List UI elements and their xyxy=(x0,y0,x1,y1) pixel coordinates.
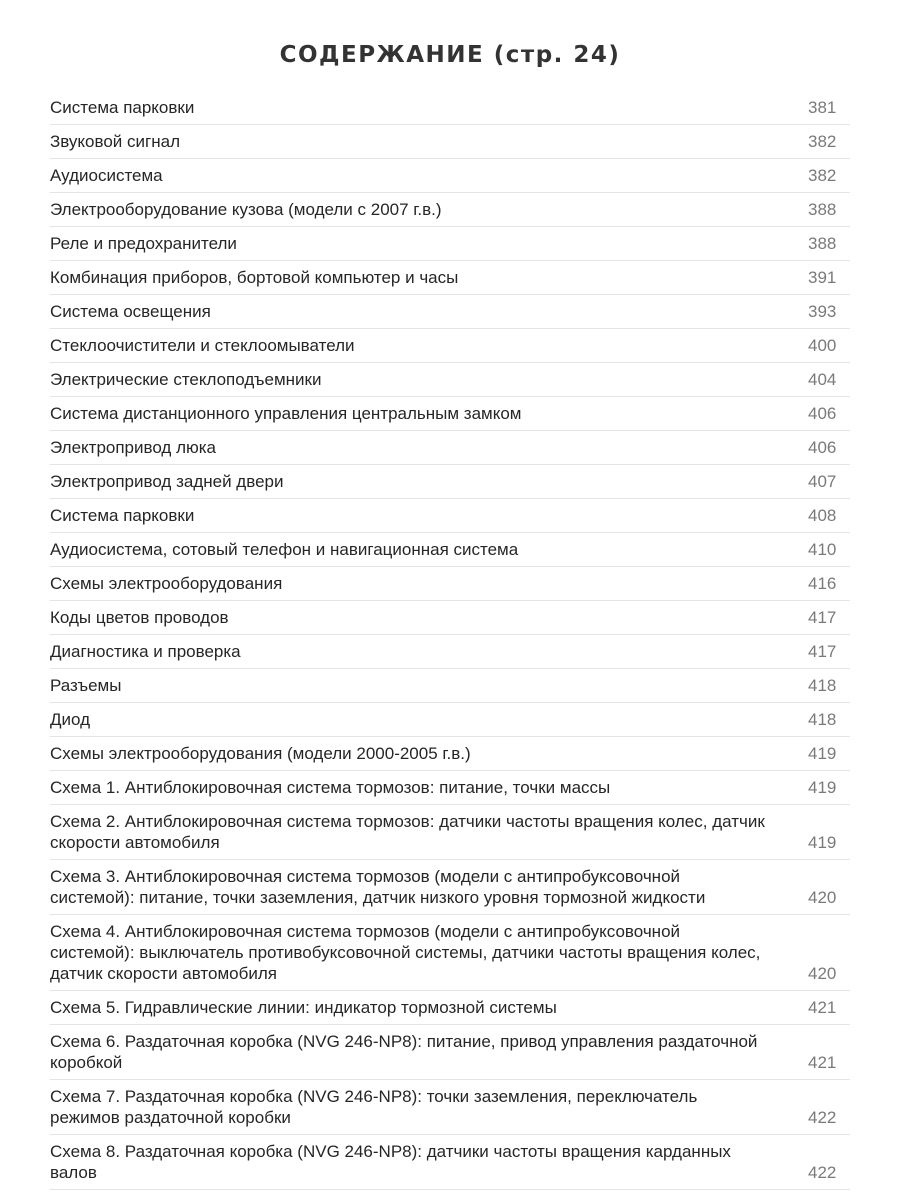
toc-entry-page: 422 xyxy=(808,1108,837,1127)
toc-entry[interactable] xyxy=(50,431,850,465)
toc-entry[interactable] xyxy=(50,703,850,737)
toc-entry[interactable] xyxy=(50,91,850,125)
toc-entry-page: 420 xyxy=(808,964,837,983)
toc-entry-page: 406 xyxy=(808,438,837,457)
toc-entry-page: 404 xyxy=(808,370,837,389)
toc-entry-page: 416 xyxy=(808,574,837,593)
toc-entry[interactable] xyxy=(50,737,850,771)
toc-entry-label: Система дистанционного управления центральным замком xyxy=(50,404,522,423)
toc-entry-page: 388 xyxy=(808,200,837,219)
toc-entry-label: Электропривод люка xyxy=(50,438,217,457)
toc-entry[interactable] xyxy=(50,499,850,533)
toc-entry-label: Система парковки xyxy=(50,98,195,117)
toc-entry-page: 408 xyxy=(808,506,837,525)
toc-entry-page: 382 xyxy=(808,132,837,151)
toc-entry[interactable] xyxy=(50,991,850,1025)
toc-entry[interactable] xyxy=(50,295,850,329)
toc-entry-page: 418 xyxy=(808,676,837,695)
toc-entry-page: 400 xyxy=(808,336,837,355)
toc-entry-label: Схема 3. Антиблокировочная система тормозов (модели с антипробуксовочной системой): питание, точки заземления, датчик низкого уровня тормозной жидкости xyxy=(50,867,706,907)
toc-entry-label: Аудиосистема, сотовый телефон и навигационная система xyxy=(50,540,519,559)
toc-entry[interactable] xyxy=(50,1135,850,1190)
toc-entry-label: Схема 1. Антиблокировочная система тормозов: питание, точки массы xyxy=(50,778,611,797)
toc-entry-label: Разъемы xyxy=(50,676,122,695)
toc-entry[interactable] xyxy=(50,227,850,261)
toc-entry-page: 421 xyxy=(808,998,837,1017)
toc-entry-label: Стеклоочистители и стеклоомыватели xyxy=(50,336,355,355)
toc-entry-label: Электропривод задней двери xyxy=(50,472,284,491)
toc-entry-label: Схема 6. Раздаточная коробка (NVG 246-NP8): питание, привод управления раздаточной коробкой xyxy=(50,1032,758,1072)
toc-entry[interactable] xyxy=(50,159,850,193)
toc-entry[interactable] xyxy=(50,193,850,227)
toc-entry-page: 381 xyxy=(808,98,837,117)
toc-entry-page: 406 xyxy=(808,404,837,423)
toc-entry-page: 422 xyxy=(808,1163,837,1182)
toc-entry-label: Схема 7. Раздаточная коробка (NVG 246-NP8): точки заземления, переключатель режимов раздаточной коробки xyxy=(50,1087,698,1127)
toc-entry-label: Система парковки xyxy=(50,506,195,525)
toc-entry-label: Схемы электрооборудования xyxy=(50,574,283,593)
toc-entry-label: Коды цветов проводов xyxy=(50,608,229,627)
toc-entry-page: 421 xyxy=(808,1053,837,1072)
toc-entry-label: Схема 8. Раздаточная коробка (NVG 246-NP8): датчики частоты вращения карданных валов xyxy=(50,1142,731,1182)
toc-entry[interactable] xyxy=(50,567,850,601)
toc-entry-label: Реле и предохранители xyxy=(50,234,237,253)
toc-entry[interactable] xyxy=(50,329,850,363)
toc-entry[interactable] xyxy=(50,397,850,431)
toc-entry-page: 388 xyxy=(808,234,837,253)
toc-entry-label: Схема 2. Антиблокировочная система тормозов: датчики частоты вращения колес, датчик скорости автомобиля xyxy=(50,812,765,852)
toc-entry-page: 417 xyxy=(808,608,837,627)
toc-entry-page: 393 xyxy=(808,302,837,321)
toc-entry-page: 391 xyxy=(808,268,837,287)
toc-entry[interactable] xyxy=(50,1025,850,1080)
toc-entry[interactable] xyxy=(50,771,850,805)
toc-entry[interactable] xyxy=(50,669,850,703)
toc-entry[interactable] xyxy=(50,635,850,669)
toc-entry-label: Электрические стеклоподъемники xyxy=(50,370,322,389)
toc-entry[interactable] xyxy=(50,261,850,295)
toc-list xyxy=(50,91,850,1190)
toc-entry[interactable] xyxy=(50,601,850,635)
toc-entry-label: Схема 5. Гидравлические линии: индикатор тормозной системы xyxy=(50,998,557,1017)
toc-entry-label: Комбинация приборов, бортовой компьютер и часы xyxy=(50,268,459,287)
toc-entry-label: Система освещения xyxy=(50,302,211,321)
toc-entry[interactable] xyxy=(50,860,850,915)
toc-entry-page: 419 xyxy=(808,833,837,852)
toc-entry-page: 419 xyxy=(808,744,837,763)
toc-entry-page: 418 xyxy=(808,710,837,729)
toc-entry-page: 419 xyxy=(808,778,837,797)
page-title: СОДЕРЖАНИЕ (стр. 24) xyxy=(279,42,621,68)
toc-entry-page: 410 xyxy=(808,540,837,559)
toc-entry-label: Диагностика и проверка xyxy=(50,642,241,661)
toc-entry-label: Электрооборудование кузова (модели с 2007 г.в.) xyxy=(50,200,442,219)
toc-entry-label: Диод xyxy=(50,710,91,729)
toc-entry-label: Аудиосистема xyxy=(50,166,163,185)
toc-entry-label: Звуковой сигнал xyxy=(50,132,180,151)
toc-entry[interactable] xyxy=(50,125,850,159)
toc-entry-page: 417 xyxy=(808,642,837,661)
toc-entry[interactable] xyxy=(50,465,850,499)
toc-entry[interactable] xyxy=(50,915,850,991)
toc-entry-page: 420 xyxy=(808,888,837,907)
toc-entry-page: 382 xyxy=(808,166,837,185)
toc-entry[interactable] xyxy=(50,805,850,860)
toc-entry-page: 407 xyxy=(808,472,837,491)
toc-entry-label: Схемы электрооборудования (модели 2000-2005 г.в.) xyxy=(50,744,471,763)
toc-entry[interactable] xyxy=(50,363,850,397)
toc-entry[interactable] xyxy=(50,533,850,567)
toc-entry[interactable] xyxy=(50,1080,850,1135)
toc-entry-label: Схема 4. Антиблокировочная система тормозов (модели с антипробуксовочной системой): выключатель противобуксовочной системы, датчики частоты вращения колес, датчик скорости автомобиля xyxy=(50,922,761,983)
